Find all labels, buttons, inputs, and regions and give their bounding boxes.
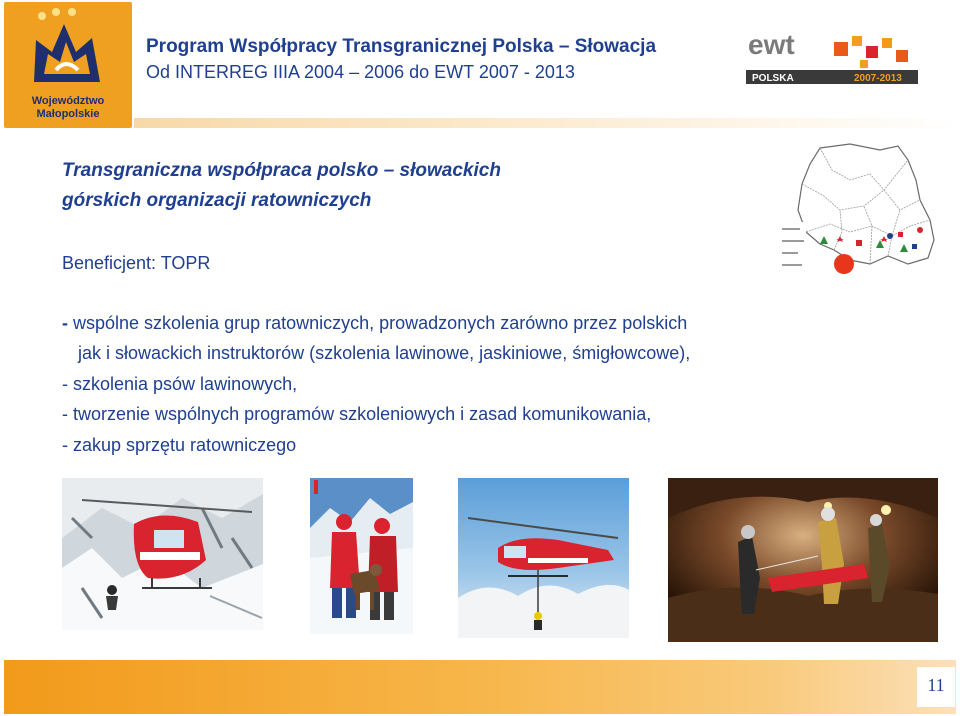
bullet-dash: - xyxy=(62,313,68,333)
logo-line1: Województwo xyxy=(31,95,105,107)
bullet-item-3: - szkolenia psów lawinowych, xyxy=(62,374,298,394)
bullet-item-2: jak i słowackich instruktorów (szkolenia lawinowe, jaskiniowe, śmigłowcowe), xyxy=(78,343,691,363)
ewt-country: POLSKA xyxy=(752,73,794,84)
bullet-text: wspólne szkolenia grup ratowniczych, prowadzonych zarówno przez polskich xyxy=(68,313,688,333)
malopolskie-logo xyxy=(4,2,132,128)
bullet-item-1 xyxy=(62,313,687,334)
region-map xyxy=(780,140,938,280)
cave-rescue-photo xyxy=(668,478,938,642)
ewt-word: ewt xyxy=(748,29,795,60)
helicopter-winch-photo xyxy=(458,478,629,638)
program-subtitle: Od INTERREG IIIA 2004 – 2006 do EWT 2007 - 2013 xyxy=(146,62,575,82)
header-divider xyxy=(134,118,960,128)
beneficiary-text: Beneficjent: TOPR xyxy=(62,253,211,273)
malopolska-emblem-icon xyxy=(4,2,132,92)
bullet-item-5: - zakup sprzętu ratowniczego xyxy=(62,435,297,455)
page-number: 11 xyxy=(927,675,945,695)
slide-title-line2: górskich organizacji ratowniczych xyxy=(62,190,372,211)
helicopter-snow-photo xyxy=(62,478,263,630)
footer-bar xyxy=(4,660,956,714)
slide-title-line1: Transgraniczna współpraca polsko – słowackich xyxy=(62,160,501,181)
logo-line2: Małopolskie xyxy=(36,108,100,120)
avalanche-dog-rescuers-photo xyxy=(310,478,413,634)
bullet-item-4: - tworzenie wspólnych programów szkoleniowych i zasad komunikowania, xyxy=(62,404,652,424)
ewt-logo xyxy=(742,28,922,86)
ewt-years: 2007-2013 xyxy=(854,73,902,84)
program-title: Program Współpracy Transgranicznej Polska – Słowacja xyxy=(146,36,657,57)
